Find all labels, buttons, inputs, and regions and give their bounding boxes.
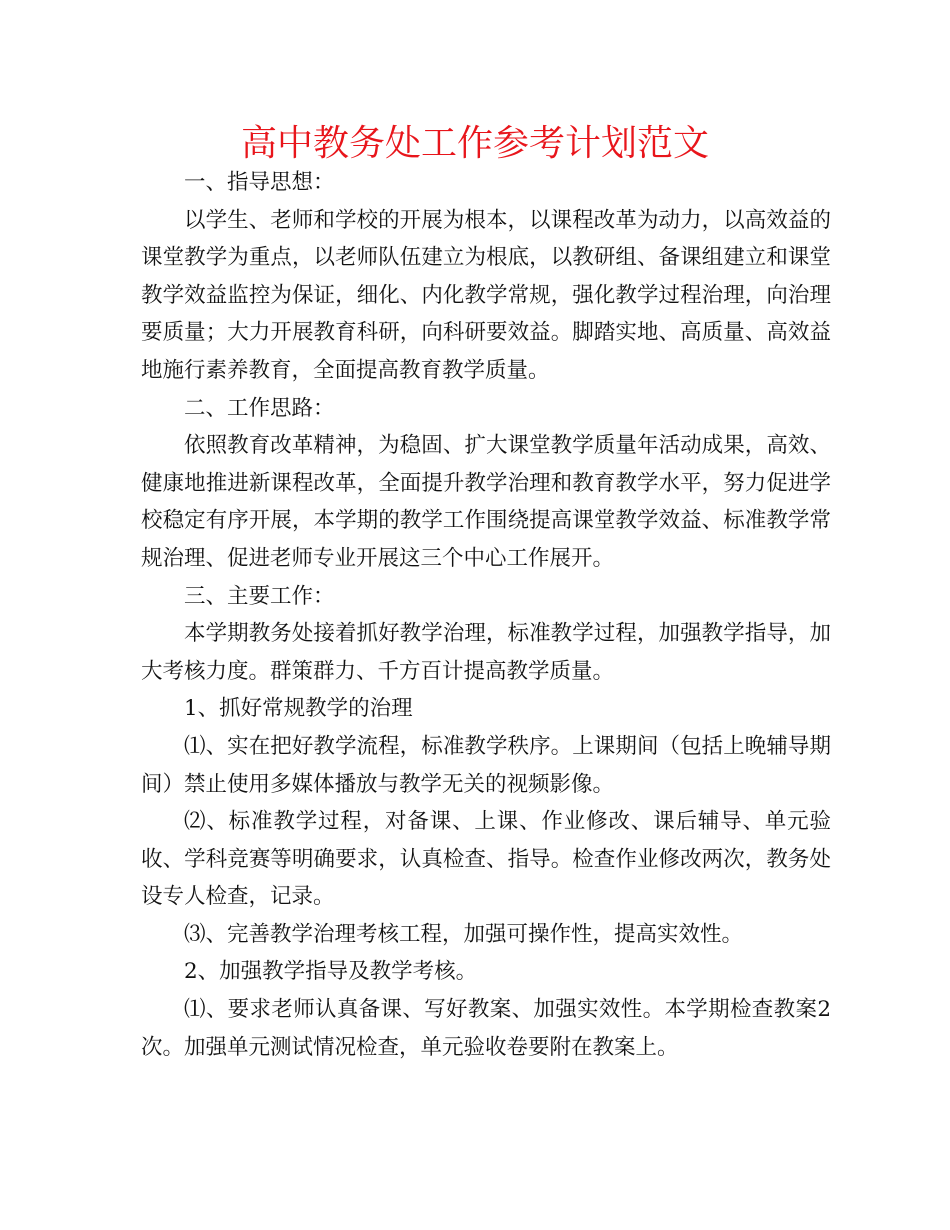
document-title: 高中教务处工作参考计划范文 (240, 123, 709, 164)
paragraph-work-approach: 依照教育改革精神，为稳固、扩大课堂教学质量年活动成果，高效、健康地推进新课程改革，全面提升教学治理和教育教学水平，努力促进学校稳定有序开展，本学期的教学工作围绕提高课堂教学效益、标准教学常规治理、促进老师专业开展这三个中心工作展开。 (141, 433, 831, 571)
section-heading-main-work: 三、主要工作： (184, 583, 335, 609)
section-heading-work-approach: 二、工作思路： (184, 395, 335, 421)
list-item-routine-1: ⑴、实在把好教学流程，标准教学秩序。上课期间（包括上晚辅导期间）禁止使用多媒体播放与教学无关的视频影像。 (141, 733, 831, 797)
document-body (141, 164, 831, 1066)
section-heading-guiding-ideology: 一、指导思想： (184, 170, 335, 195)
subheading-teaching-guidance: 2、加强教学指导及教学考核。 (184, 959, 478, 985)
list-item-guidance-1: ⑴、要求老师认真备课、写好教案、加强实效性。本学期检查教案2次。加强单元测试情况检查，单元验收卷要附在教案上。 (141, 997, 831, 1060)
paragraph-guiding-ideology: 以学生、老师和学校的开展为根本，以课程改革为动力，以高效益的课堂教学为重点，以老师队伍建立为根底，以教研组、备课组建立和课堂教学效益监控为保证，细化、内化教学常规，强化教学过程治理，向治理要质量；大力开展教育科研，向科研要效益。脚踏实地、高质量、高效益地施行素养教育，全面提高教育教学质量。 (141, 207, 831, 383)
list-item-routine-3: ⑶、完善教学治理考核工程，加强可操作性，提高实效性。 (184, 921, 744, 947)
subheading-routine-teaching: 1、抓好常规教学的治理 (184, 696, 413, 722)
paragraph-main-work: 本学期教务处接着抓好教学治理，标准教学过程，加强教学指导，加大考核力度。群策群力、千方百计提高教学质量。 (141, 621, 831, 684)
list-item-routine-2: ⑵、标准教学过程，对备课、上课、作业修改、课后辅导、单元验收、学科竞赛等明确要求，认真检查、指导。检查作业修改两次，教务处设专人检查，记录。 (141, 809, 831, 910)
